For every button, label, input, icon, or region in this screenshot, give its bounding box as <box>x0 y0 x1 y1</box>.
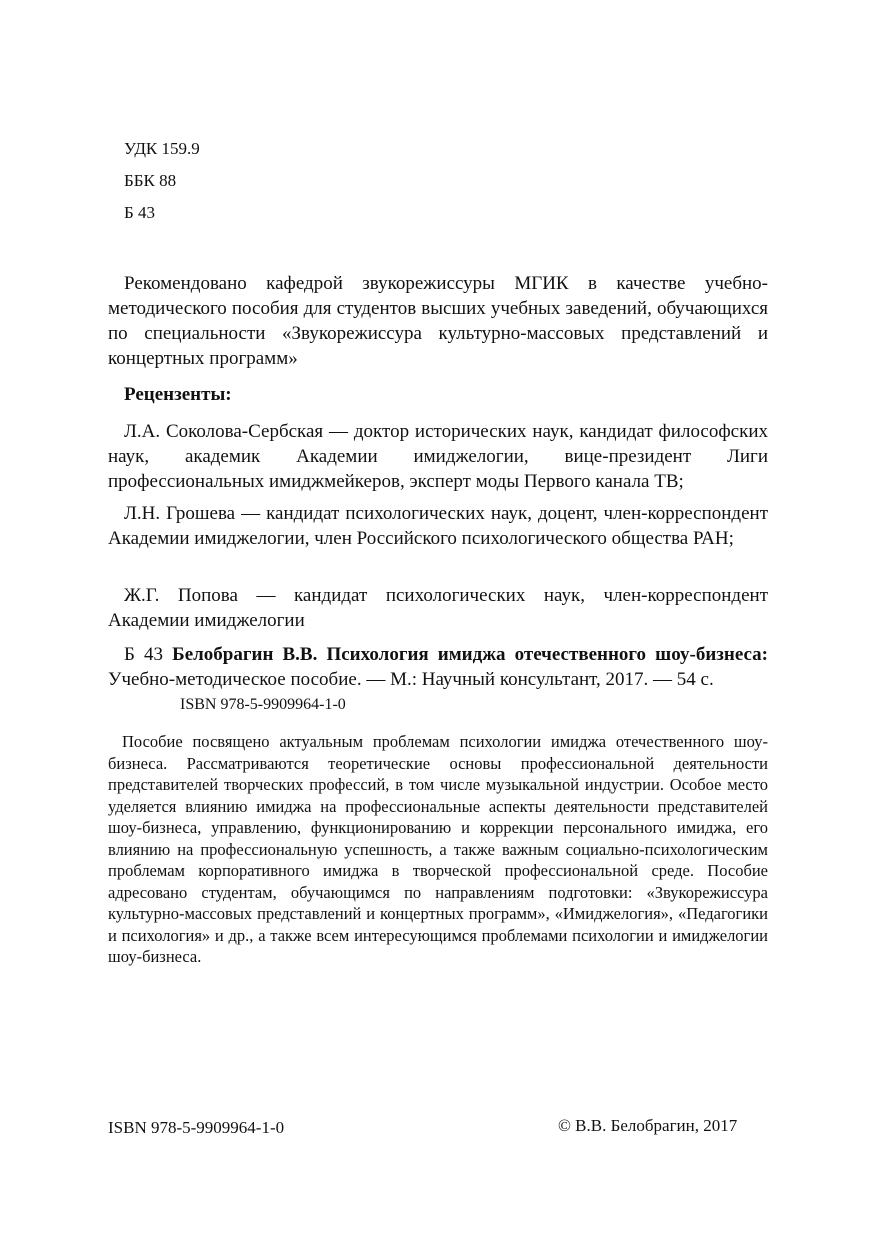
biblio-mark: Б 43 <box>124 644 164 665</box>
bbk-code: ББК 88 <box>124 171 177 190</box>
udk-code: УДК 159.9 <box>124 139 200 158</box>
reviewer-item: Л.Н. Грошева — кандидат психологических наук, доцент, член-корреспондент Академии имиджелогии, член Российского психологического общества РАН; <box>108 503 768 549</box>
reviewer-item: Ж.Г. Попова — кандидат психологических наук, член-корреспондент Академии имиджелогии <box>108 585 768 631</box>
biblio-title: Белобрагин В.В. Психология имиджа отечественного шоу-бизнеса: <box>172 644 769 665</box>
reviewers-heading: Рецензенты: <box>124 384 232 405</box>
biblio-details: Учебно-методическое пособие. — М.: Научный консультант, 2017. — 54 с. <box>108 669 714 690</box>
author-mark: Б 43 <box>124 203 156 222</box>
recommendation-text: Рекомендовано кафедрой звукорежиссуры МГИК в качестве учебно-методического пособия для студентов высших учебных заведений, обучающихся по специальности «Звукорежиссура культурно-массовых представлений и концертных программ» <box>108 273 768 369</box>
reviewer-item: Л.А. Соколова-Сербская — доктор исторических наук, кандидат философских наук, академик Академии имиджелогии, вице-президент Лиги профессиональных имиджмейкеров, эксперт моды Первого канала ТВ; <box>108 421 768 492</box>
abstract-text: Пособие посвящено актуальным проблемам психологии имиджа отечественного шоу-бизнеса. Рассматриваются теоретические основы профессиональной деятельности представителей творческих профессий, в том числе музыкальной индустрии. Особое место уделяется влиянию имиджа на профессиональные аспекты деятельности представителей шоу-бизнеса, управлению, функционированию и коррекции персонального имиджа, его влиянию на профессиональную успешность, а также важным социально-психологическим проблемам корпоративного имиджа в творческой профессиональной среде. Пособие адресовано студентам, обучающимся по направлениям подготовки: «Звукорежиссура культурно-массовых представлений и концертных программ», «Имиджелогия», «Педагогики и психология» и др., а также всем интересующимся проблемами психологии и имиджелогии шоу-бизнеса. <box>108 732 768 966</box>
biblio-isbn: ISBN 978-5-9909964-1-0 <box>180 696 346 713</box>
copyright: © В.В. Белобрагин, 2017 <box>558 1116 738 1135</box>
bibliographic-record <box>108 642 768 692</box>
footer-isbn: ISBN 978-5-9909964-1-0 <box>108 1118 285 1137</box>
classification-codes <box>124 136 200 232</box>
